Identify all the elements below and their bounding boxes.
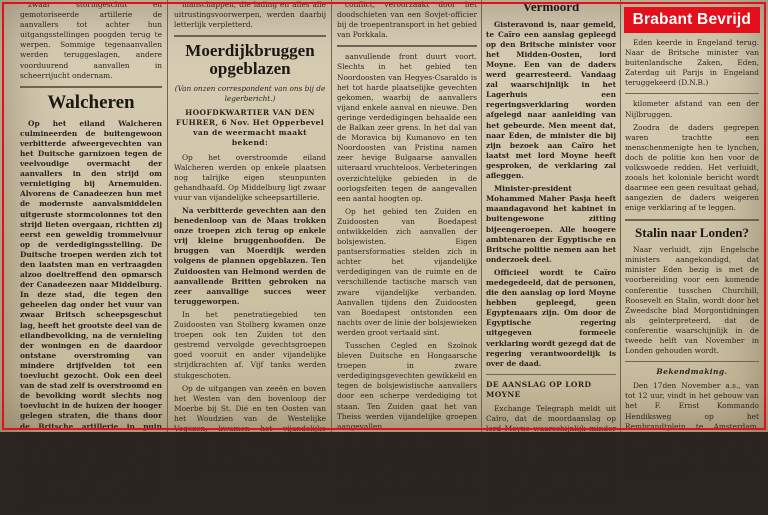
- column-rule: [620, 0, 621, 432]
- col2-paragraph: Op de uitgangen van zeeën en boven het Westen van den bovenloop der Moerbe bij St. Dié en ten Oosten van het Woudzien van de Westelijke Vogezen, kwamen het vijandelijke troepen weer tot verbitterde gevechten. Opnieuw hebben de Engelsen hun aanvallen bij aanval, die evenwel op strikt gevolgde Duitsche tegenaanvallen stuitten.: [174, 383, 326, 484]
- brabant-bevrijd-label: Brabant Bevrijd: [624, 7, 760, 33]
- divider: [625, 219, 759, 221]
- col2-dateline: (Van onzen correspondent van ons bij de legerbericht.): [174, 83, 326, 104]
- col3-top-text: conflict, veroorzaakt door het doodschieten van een Sovjet-officier bij de troepentransport in het gebied van Porkkala.: [337, 0, 477, 40]
- col5-paragraph: Naar verluidt, zijn Engelsche ministers aangekondigd, dat minister Eden bezig is met de voorbereiding voor een komende conferentie tusschen Churchill, Roosevelt en Stalin, wordt door het Zweedsche blad Morgontidningen als geïnterpreteerd, dat de conferentie waarschijnlijk in de tweede helft van November in Londen gehouden wordt.: [625, 245, 759, 356]
- col4-paragraph: Gisteravond is, naar gemeld, te Caïro een aanslag gepleegd op den Britsche minister voor het Midden-Oosten, lord Moyne. Een van de daders werd gearresteerd. Vandaag zal waarschijnlijk in het Lagerhuis een regeringsverklaring worden afgelegd naar aanleiding van het gebeurde. Men meent dat, naar Eden, de minister die bij zijn bezoek aan Caïro het laatst met lord Moyne heeft gesproken, de verklaring zal afleggen.: [486, 19, 616, 181]
- divider: [486, 374, 616, 375]
- col5-notice-text: Den 17den November a.s., van tot 12 uur, vindt in het gebouw van het F. Ernst Kommando Hendiksweg op het Rembrandtplein te Amsterdam, een keuring plaats voor de Waffen-SS, spanner, Duitschers en W. Hauer, 14 jaar oud, N.S.K.K. Flinke, gezonde Nederlandsche jongens die den: [625, 381, 759, 482]
- col4-sub-heading: DE AANSLAG OP LORD MOYNE: [486, 379, 592, 399]
- heading-walcheren: Walcheren: [47, 91, 135, 113]
- column-3: [337, 0, 477, 505]
- col2-top-text: manschappen, die lading en alles alle uitrustingsvoorwerpen, werden daarbij letterlijk verpletterd.: [174, 0, 326, 30]
- col3-paragraph: Op het gebied ten Zuiden en Zuidoosten van Boedapest ontwikkelden zich aanvallen der bolsjewisten. Eigen pantsersformaties stelden zich in achter het vijandelijke verdedigingen van de ruimte en de verschillende tactische marsch van zware vijandelijke verbanden. Aanvallen tijdens den Zuidoosten van Boedapest ontstonden een nachts over de linie der bolsjewieken werden groot vertaald sint.: [337, 206, 477, 337]
- column-1: [20, 0, 162, 512]
- col2-paragraph: Op het overstroomde eiland Walcheren werden op enkele plaatsen nog talrijke eigen steunpunten gehandhaafd. Op Middelburg ligt zwaar vuur van vijandelijke scheepsartillerie.: [174, 152, 326, 202]
- col1-top-text: zwaar stormgeschut en gemotoriseerde artillerie de aanvallers tot achter hun uitgangsstellingen poogden terug te werpen. Sommige tegenaanvallen werden teruggeslagen, andere voorduurend aanvallen in scheerrijucht ondernam.: [20, 0, 162, 80]
- col3-paragraph: Tusschen Cegled en Szolnok bleven Duitsche en Hongaarsche troepen in zware verdedigingsgevechten gewikkeld en tegen de bolsjewistische aanvallers door een scherpe verdediging tot staan. Ten Zuiden gaat het van Theiss werden vijandelijke groepen aangevallen.: [337, 341, 477, 431]
- divider: [20, 86, 162, 88]
- column-4: [486, 0, 616, 514]
- divider: [625, 361, 759, 362]
- col4-paragraph: Minister-president Mohammed Maher Pasja heeft maandagavond het kabinet in buitengewone zitting bijeengeroepen. Alle hoogere ambtenaren der Egyptische en Britsche politie nemen aan het onderzoek deel.: [486, 184, 616, 264]
- column-rule: [167, 0, 168, 432]
- col1-paragraph: Op het eiland Walcheren culmineerden de buitengewoon verbitterde afweergevechten van het Duitsche garnizoen tegen de veelvoudige overmacht der aanvallers in den strijd om vernietiging bij Arnemuiden. Alvorens de Canadeezen hun met de modernste aanvalsmiddelen uitgeruste stormcolonnes tot den strijd lieten overgaan, richtten zij eerst een geweldig trommelvuur op de verdedigingsstelling. De Duitsche troepen werden zich tot den laatsten man en vertraagden alzoo doeltreffend den opmarsch der Canadeezen naar Middelburg. In deze stad, die tegen den geheelen dag onder het vuur van zwaar Britsch scheepsgeschut lag, heeft het grootste deel van de eilandbevolking, na de vernieling der woningen en de daardoor ontstane overstroming van mindere drijfvelden tot een toevlucht gezocht. Ook een deel van de stad zelf is overstroomd en de bevolking wordt slechts nog toevlucht in de huizen der hooger gelegen straten, die thans door de Britsche artillerie in puin geschoten worden. De verliezen onder de burgerbevolking, van wie vijf duizend menschen bij de overstroming verdronken, zijn buitengewoon groot. In het gebied van Domburg handhaafden de Duitsche troepen hun: [20, 118, 162, 512]
- divider: [337, 45, 477, 47]
- col2-paragraph: In het penetratiegebied ten Zuidoosten van Stolberg kwamen onze troepen ook ten Zuiden tot den gestremd vervolgde gevechtsgroepen goed vooruit en ander vijandelijke strijdkrachten af. Vijf tanks werden stukgeschoten.: [174, 309, 326, 380]
- col2-paragraph: Na verbitterde gevechten aan den benedenloop van de Maas trokken onze troepen zich terug op enkele vrij kleine bruggenhoofden. De bruggen van Moerdijk werden volgens de plannen opgeblazen. Ten Zuidoosten van Helmond werden de aanvallende Britten gebroken na zeer aanvallige succes weer teruggeworpen.: [174, 206, 326, 306]
- column-rule: [481, 0, 482, 432]
- col5-paragraph: Zoodra de daders gegrepen waren trachtte een menschenmenigte hen te lynchen, doch de politie kon hen voor de volkswoede redden. Het verluidt, zooals het koloniale bericht wordt daarmee een geen resultaat gehad, aangezien de daders weigeren enige verklaring af te leggen.: [625, 122, 759, 213]
- column-2: [174, 0, 326, 484]
- col4-sub-paragraph: Exchange Telegraph meldt uit Caïro, dat de moordaanslag op lord Moyne waarschijnlijk minder een persoon van den minister dan tegen de Britsche regering gericht was. De aanslag is volgens de bij het onderzoek verworvene gegevens politiek van aard. De daders zijn terrorist, beide aanhangers van een Zionistische groep.: [486, 404, 616, 514]
- column-5: [625, 38, 759, 482]
- heading-vermoord: Vermoord: [522, 0, 580, 14]
- heading-moerdijkbruggen: Moerdijkbruggen opgeblazen: [185, 41, 315, 79]
- col3-paragraph: aanvullende front duurt voort. Slechts in het gebied ten Noordoosten van Hegyes-Csaraldo is het tot harde plaatselijke gevechten gekomen, waarbij de aanvallers vijand enkele aanval en nieuwe. Den geringe verdedigingen behaalde een de Balkan zeer grens. In het dal van de Moravica bij Kumanovo en ten Noordoosten van Pristina namen zeer hevige Bulgaarse aanvallen uiteraard vruchteloos. Verbeteringen overzichtelijke gebieden in de oorlogsfeiten tegen de aangevallen een aantal hoogten op.: [337, 52, 477, 203]
- col5-top-text: Eden keerde in Engeland terug. Naar de Britsche minister van buitenlandsche Zaken, Eden, Zaterdag uit Parijs in Engeland teruggekeerd (D.N.B.): [625, 38, 759, 88]
- heading-stalin: Stalin naar Londen?: [635, 224, 749, 240]
- divider: [625, 93, 759, 94]
- col5-paragraph: kilometer afstand van een der Nijlbruggen.: [625, 99, 759, 119]
- column-rule: [331, 0, 332, 432]
- col2-caps: HOOFDKWARTIER VAN DEN FUHRER, 6 Nov. Het Opperbevel van de weermacht maakt bekend:: [175, 108, 325, 148]
- col5-notice-heading: Bekendmaking.: [656, 367, 728, 377]
- col4-paragraph: Officieel wordt te Caïro medegedeeld, dat de personen, die den aanslag op lord Moyne hebben gepleegd, geen Egyptenaars zijn. Om door de Egyptische regering uitgegeven formeele verklaring wordt gezegd dat de regering verantwoordelijk is over de daad.: [486, 267, 616, 368]
- divider: [174, 35, 326, 37]
- col3-paragraph: Op stad Gödölö in Oostpruisen is zwaar vuur, die in een reeks tot een de grote gevechten wekte de sterke groep en de doorbraak in het eind der oorlog, hulp ondervonden den overstroomde vijandelijke verbanden niet terug.: [337, 434, 477, 505]
